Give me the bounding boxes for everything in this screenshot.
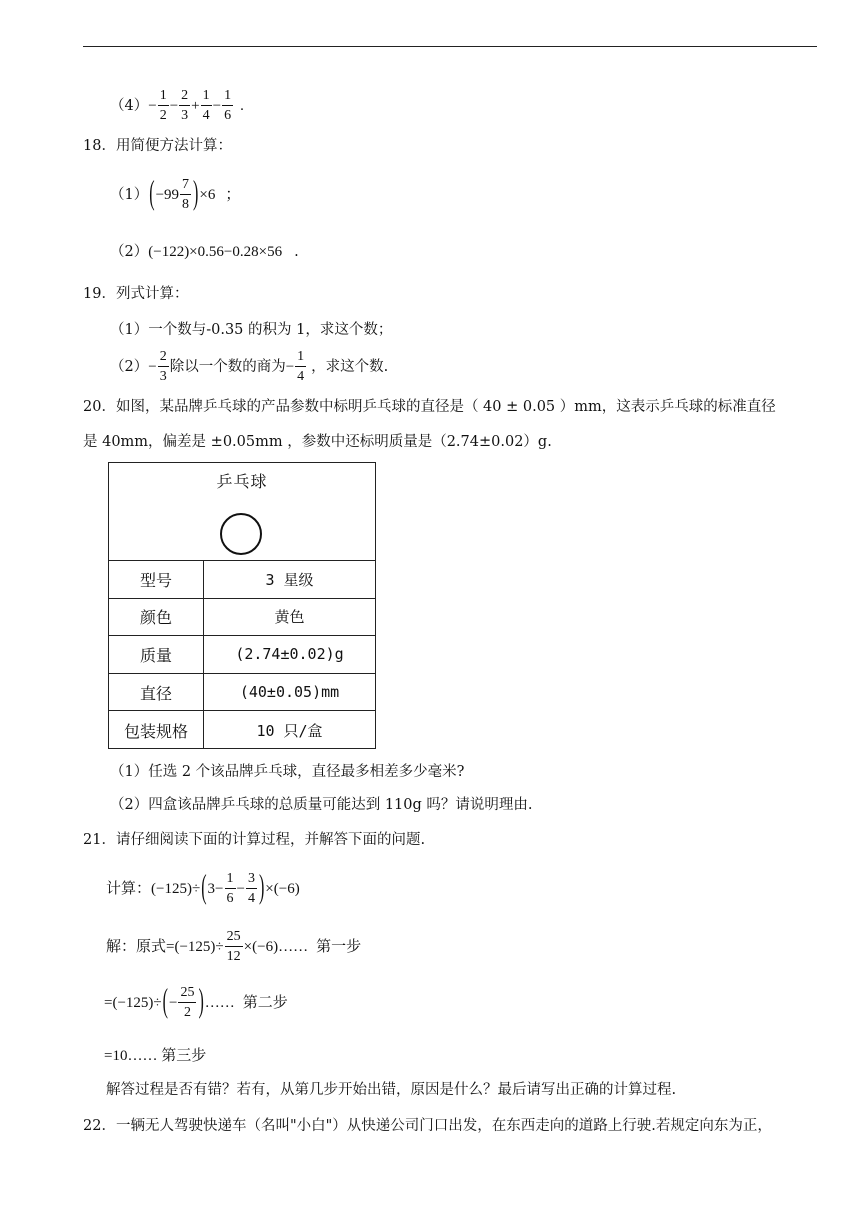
- fraction: [225, 872, 236, 906]
- spec-key: 颜色: [109, 599, 204, 636]
- minus-sign: −: [168, 995, 178, 1011]
- q18-part2: [110, 242, 299, 262]
- fraction: [246, 872, 257, 906]
- step-label: 第二步: [242, 995, 288, 1011]
- q17-part4-expr: [148, 89, 244, 123]
- whole-part: −99: [155, 187, 180, 203]
- denominator: 8: [182, 197, 190, 212]
- numerator: 2: [158, 350, 169, 367]
- q21-calc-label: 计算：: [106, 881, 152, 897]
- q18-part2-expr: (−122)×0.56−0.28×56: [148, 244, 283, 260]
- operator: −: [236, 881, 245, 897]
- q22-line1: 22．一辆无人驾驶快递车（名叫"小白"）从快递公司门口出发，在东西走向的道路上行驶.若规定向东为正，: [83, 1118, 772, 1134]
- fraction: [222, 89, 233, 123]
- denominator: 6: [226, 891, 234, 906]
- numerator: 3: [246, 872, 257, 889]
- fraction: [201, 89, 212, 123]
- numerator: 1: [295, 350, 306, 367]
- q19-part2: [110, 347, 388, 387]
- step-label: 第一步: [316, 939, 362, 955]
- q19-part1: （1）一个数与-0.35 的积为 1，求这个数；: [110, 322, 393, 338]
- minus-sign: −: [148, 98, 157, 114]
- q21-title: 21．请仔细阅读下面的计算过程，并解答下面的问题.: [83, 832, 426, 848]
- q21-calc-term: (−125)÷: [151, 881, 201, 897]
- q18-part1: [110, 173, 240, 217]
- denominator: 6: [224, 108, 232, 123]
- q17-part4: [110, 86, 244, 126]
- numerator: 25: [178, 986, 196, 1003]
- q21-calc-term: ×(−6): [265, 881, 300, 897]
- ping-pong-ball-icon: [220, 513, 262, 555]
- denominator: 12: [226, 949, 241, 964]
- numerator: 1: [201, 89, 212, 106]
- q21-calc: [106, 866, 300, 912]
- q21-step-term: =(−125)÷: [166, 939, 224, 955]
- q21-question: 解答过程是否有错？若有，从第几步开始出错，原因是什么？最后请写出正确的计算过程.: [106, 1082, 677, 1098]
- numerator: 25: [225, 930, 243, 947]
- q19-part2-tail: ，求这个数.: [311, 359, 389, 375]
- spec-row: [109, 674, 375, 712]
- fraction: [158, 89, 169, 123]
- q20-part2: （2）四盒该品牌乒乓球的总质量可能达到 110g 吗？请说明理由.: [110, 797, 533, 813]
- right-paren: ): [258, 870, 265, 906]
- minus-sign: −: [285, 359, 295, 375]
- q20-line1: 20．如图，某品牌乒乓球的产品参数中标明乒乓球的直径是（ 40 ± 0.05 ）mm，这表示乒乓球的标准直径: [83, 399, 776, 415]
- spec-row: [109, 636, 375, 674]
- numerator: 2: [179, 89, 190, 106]
- fraction: [295, 350, 306, 384]
- spec-value: (40±0.05)mm: [239, 683, 340, 702]
- q17-part4-label: （4）: [110, 98, 149, 114]
- q18-part1-label: （1）: [110, 187, 149, 203]
- denominator: 3: [159, 369, 167, 384]
- spec-row: [109, 561, 375, 599]
- denominator: 4: [297, 369, 305, 384]
- numerator: 1: [225, 872, 236, 889]
- fraction: [180, 178, 191, 212]
- operator: −: [212, 98, 222, 114]
- operator: +: [191, 98, 200, 114]
- spec-value: 10 只/盒: [256, 721, 323, 740]
- fraction: [178, 986, 196, 1020]
- q18-title: 18．用简便方法计算：: [83, 138, 232, 154]
- q21-step3: =10…… 第三步: [104, 1048, 207, 1064]
- multiply-term: ×6: [199, 187, 216, 203]
- q21-step-term: =(−125)÷: [104, 995, 162, 1011]
- numerator: 1: [158, 89, 169, 106]
- q18-part1-expr: [148, 178, 240, 212]
- q20-line2: 是 40mm，偏差是 ±0.05mm ，参数中还标明质量是（2.74±0.02）g.: [83, 434, 552, 450]
- spec-key: 型号: [109, 561, 204, 598]
- right-paren: ): [193, 176, 199, 212]
- semicolon: ；: [225, 187, 241, 203]
- q18-part2-label: （2）: [110, 244, 149, 260]
- q19-part2-middle-text: 除以一个数的商为: [169, 359, 286, 375]
- spec-value: 黄色: [274, 608, 305, 627]
- operator: −: [169, 98, 179, 114]
- fraction: [225, 930, 243, 964]
- header-rule: [83, 46, 817, 47]
- q21-step1: [106, 926, 361, 968]
- period: .: [240, 98, 244, 114]
- spec-value: (2.74±0.02)g: [235, 645, 344, 664]
- q21-solution-label: 解：原式: [106, 939, 167, 955]
- spec-row: [109, 599, 375, 637]
- product-spec-table: [108, 462, 376, 749]
- spec-value: 3 星级: [265, 570, 314, 589]
- q21-step-term: ……: [204, 995, 235, 1011]
- fraction: [158, 350, 169, 384]
- left-paren: (: [201, 870, 207, 906]
- left-paren: (: [149, 176, 155, 212]
- period: .: [294, 244, 299, 260]
- numerator: 1: [222, 89, 233, 106]
- q19-title: 19．列式计算：: [83, 286, 189, 302]
- minus-sign: −: [148, 359, 157, 375]
- numerator: 7: [180, 178, 191, 195]
- product-spec-title: 乒乓球: [216, 472, 268, 491]
- q21-step2: [104, 980, 288, 1026]
- spec-key: 包装规格: [109, 711, 204, 749]
- fraction: [179, 89, 190, 123]
- q20-part1: （1）任选 2 个该品牌乒乓球，直径最多相差多少毫米?: [110, 764, 465, 780]
- q19-part2-label: （2）: [110, 359, 149, 375]
- spec-key: 质量: [109, 636, 204, 673]
- q21-step-term: ×(−6)……: [243, 939, 309, 955]
- spec-key: 直径: [109, 674, 204, 711]
- denominator: 3: [181, 108, 189, 123]
- denominator: 4: [202, 108, 210, 123]
- right-paren: ): [198, 984, 204, 1020]
- denominator: 4: [247, 891, 255, 906]
- q21-calc-term: 3−: [207, 881, 224, 897]
- left-paren: (: [162, 984, 168, 1020]
- denominator: 2: [159, 108, 167, 123]
- product-spec-header: [109, 463, 375, 561]
- denominator: 2: [183, 1005, 191, 1020]
- spec-row: [109, 711, 375, 749]
